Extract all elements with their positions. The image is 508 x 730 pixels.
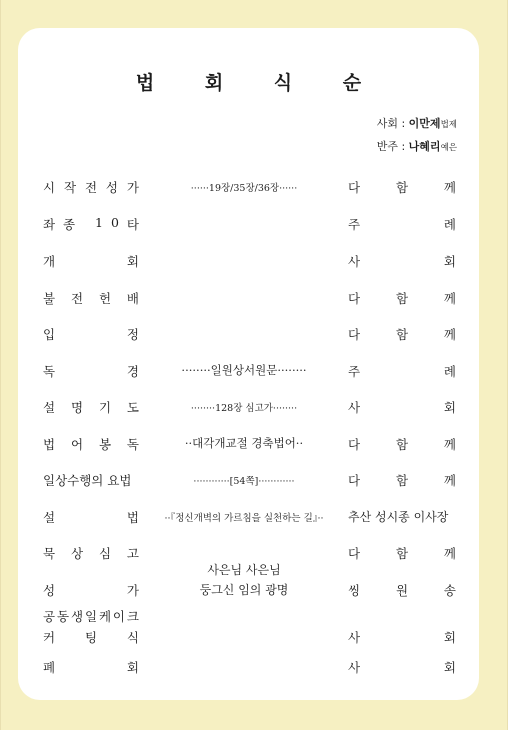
song-lyric-line: 사은님 사은님 <box>207 563 281 577</box>
program-item-action: 다 함 께 <box>348 291 456 306</box>
program-row <box>18 287 479 309</box>
program-item-action: 씽 원 송 <box>348 583 456 598</box>
role-accompanist <box>377 136 457 159</box>
program-row <box>18 176 479 198</box>
program-row <box>18 360 479 382</box>
program-item-name: 일상수행의 요법 <box>43 473 132 488</box>
program-row <box>18 469 479 491</box>
program-item-name: 커 팅 식 <box>43 630 139 645</box>
page-title: 법 회 식 순 <box>135 72 384 94</box>
role-host <box>377 113 457 136</box>
program-item-name: 설 법 <box>43 510 139 525</box>
program-row <box>18 396 479 418</box>
role-host-name: 이만제 <box>408 117 441 130</box>
role-accompanist-name: 나혜리 <box>408 140 441 153</box>
program-row <box>18 656 479 678</box>
program-item-detail: ········일원상서원문········ <box>181 363 307 377</box>
role-accompanist-label: 반주 : <box>376 140 406 153</box>
program-item-detail: ······19장/35장/36장······ <box>190 183 298 194</box>
program-item-action: 사 회 <box>348 660 456 675</box>
program-item-action: 사 회 <box>348 400 456 415</box>
program-item-name: 설 명 기 도 <box>43 400 139 415</box>
song-lyric-line: 둥그신 임의 광명 <box>199 583 289 597</box>
program-row <box>18 433 479 455</box>
program-row <box>18 323 479 345</box>
program-row <box>18 626 479 648</box>
program-item-action: 사 회 <box>348 630 456 645</box>
program-row <box>18 605 479 627</box>
program-item-name: 불 전 헌 배 <box>43 291 139 306</box>
program-row <box>18 506 479 528</box>
program-item-action: 주 례 <box>348 217 456 232</box>
program-card <box>18 28 479 700</box>
program-item-action: 다 함 께 <box>348 473 456 488</box>
program-item-action: 다 함 께 <box>348 437 456 452</box>
program-item-name: 개 회 <box>43 254 139 269</box>
role-accompanist-title: 예은 <box>440 143 457 153</box>
program-item-name: 좌 종 1 0 타 <box>43 215 139 232</box>
role-host-title: 법제 <box>440 120 457 130</box>
program-item-name: 성 가 <box>43 583 139 598</box>
program-item-action: 다 함 께 <box>348 327 456 342</box>
program-row <box>18 250 479 272</box>
program-item-name: 입 정 <box>43 327 139 342</box>
song-lyrics <box>146 560 342 600</box>
program-item-name: 시 작 전 성 가 <box>43 180 139 195</box>
program-item-name: 독 경 <box>43 364 139 379</box>
program-item-name: 공 동 생 일 케 이 크 <box>43 609 139 624</box>
program-item-name: 묵 상 심 고 <box>43 546 139 561</box>
role-host-label: 사회 : <box>376 117 406 130</box>
program-item-detail: ············[54쪽]············ <box>193 476 295 487</box>
program-item-action: 주 례 <box>348 364 456 379</box>
program-item-action: 사 회 <box>348 254 456 269</box>
program-item-action: 다 함 께 <box>348 180 456 195</box>
program-item-name: 법 어 봉 독 <box>43 437 139 452</box>
program-item-action: 추산 성시종 이사장 <box>348 510 449 524</box>
program-item-name: 폐 회 <box>43 660 139 675</box>
program-item-detail: ········128장 심고가········ <box>190 403 298 414</box>
program-row <box>18 213 479 235</box>
program-item-detail: ··『정신개벽의 가르침을 실천하는 길』·· <box>164 513 324 524</box>
program-item-action: 다 함 께 <box>348 546 456 561</box>
program-item-detail: ··대각개교절 경축법어·· <box>184 436 304 450</box>
roles-block <box>377 113 457 159</box>
